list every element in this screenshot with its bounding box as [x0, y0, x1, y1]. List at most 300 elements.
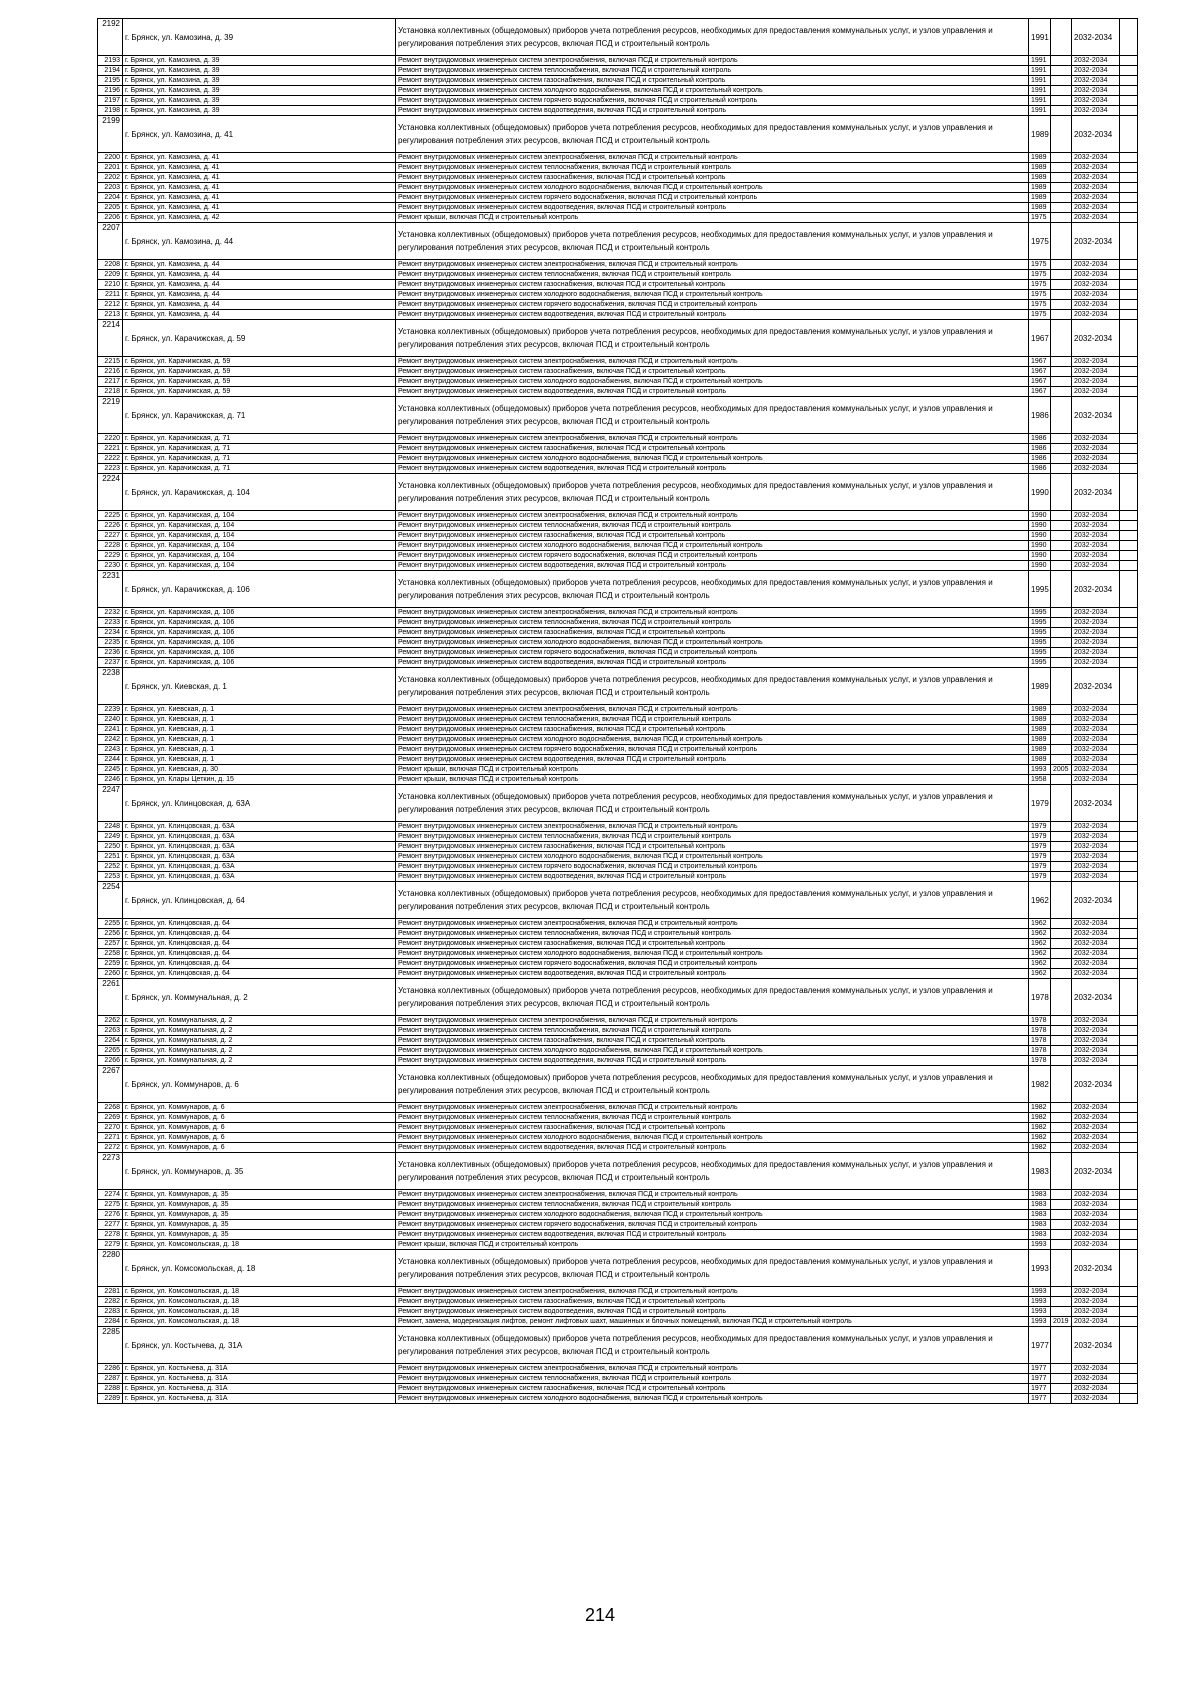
planned-period-cell: 2032-2034 [1072, 153, 1120, 163]
year-built-cell: 1967 [1029, 387, 1051, 397]
table-row [98, 1220, 1138, 1230]
address-cell: г. Брянск, ул. Карачижская, д. 59 [123, 387, 396, 397]
spare-cell [1120, 1016, 1138, 1026]
spare-cell [1120, 571, 1138, 608]
planned-period-cell: 2032-2034 [1072, 745, 1120, 755]
spare-cell [1120, 919, 1138, 929]
work-type-cell: Ремонт внутридомовых инженерных систем водоотведения, включая ПСД и строительный контроль [396, 658, 1029, 668]
year-built-cell: 1979 [1029, 872, 1051, 882]
address-cell: г. Брянск, ул. Карачижская, д. 71 [123, 434, 396, 444]
table-row [98, 434, 1138, 444]
last-repair-year-cell: 2019 [1051, 1317, 1072, 1327]
year-built-cell: 1975 [1029, 310, 1051, 320]
last-repair-year-cell [1051, 280, 1072, 290]
work-type-cell: Ремонт внутридомовых инженерных систем горячего водоснабжения, включая ПСД и строительный контроль [396, 745, 1029, 755]
planned-period-cell: 2032-2034 [1072, 1133, 1120, 1143]
spare-cell [1120, 882, 1138, 919]
work-type-cell: Ремонт внутридомовых инженерных систем теплоснабжения, включая ПСД и строительный контроль [396, 521, 1029, 531]
last-repair-year-cell [1051, 434, 1072, 444]
work-type-cell: Ремонт внутридомовых инженерных систем газоснабжения, включая ПСД и строительный контроль [396, 444, 1029, 454]
year-built-cell: 1990 [1029, 511, 1051, 521]
year-built-cell: 1995 [1029, 658, 1051, 668]
year-built-cell: 1962 [1029, 929, 1051, 939]
work-type-cell: Установка коллективных (общедомовых) приборов учета потребления ресурсов, необходимых для предоставления коммунальных услуг, и узлов управления и регулирования потребления этих ресурсов, включая ПСД и строительный контроль [396, 320, 1029, 357]
planned-period-cell: 2032-2034 [1072, 775, 1120, 785]
spare-cell [1120, 1240, 1138, 1250]
work-type-cell: Ремонт крыши, включая ПСД и строительный контроль [396, 213, 1029, 223]
table-row [98, 300, 1138, 310]
last-repair-year-cell [1051, 1046, 1072, 1056]
table-row [98, 290, 1138, 300]
year-built-cell: 1983 [1029, 1210, 1051, 1220]
last-repair-year-cell [1051, 628, 1072, 638]
year-built-cell: 1995 [1029, 638, 1051, 648]
table-row [98, 872, 1138, 882]
last-repair-year-cell [1051, 822, 1072, 832]
row-number: 2221 [98, 444, 123, 454]
year-built-cell: 1982 [1029, 1113, 1051, 1123]
row-number: 2210 [98, 280, 123, 290]
last-repair-year-cell [1051, 618, 1072, 628]
row-number: 2202 [98, 173, 123, 183]
row-number: 2289 [98, 1394, 123, 1404]
work-type-cell: Ремонт внутридомовых инженерных систем водоотведения, включая ПСД и строительный контроль [396, 1307, 1029, 1317]
work-type-cell: Ремонт внутридомовых инженерных систем холодного водоснабжения, включая ПСД и строительный контроль [396, 852, 1029, 862]
address-cell: г. Брянск, ул. Камозина, д. 44 [123, 290, 396, 300]
table-row [98, 551, 1138, 561]
table-row [98, 1200, 1138, 1210]
row-number: 2215 [98, 357, 123, 367]
year-built-cell: 1991 [1029, 56, 1051, 66]
planned-period-cell: 2032-2034 [1072, 1143, 1120, 1153]
address-cell: г. Брянск, ул. Клинцовская, д. 63А [123, 842, 396, 852]
table-row [98, 735, 1138, 745]
work-type-cell: Ремонт внутридомовых инженерных систем электроснабжения, включая ПСД и строительный контроль [396, 1016, 1029, 1026]
planned-period-cell: 2032-2034 [1072, 1056, 1120, 1066]
address-cell: г. Брянск, ул. Карачижская, д. 106 [123, 608, 396, 618]
spare-cell [1120, 163, 1138, 173]
last-repair-year-cell [1051, 1394, 1072, 1404]
address-cell: г. Брянск, ул. Камозина, д. 44 [123, 310, 396, 320]
table-row [98, 1240, 1138, 1250]
spare-cell [1120, 320, 1138, 357]
work-type-cell: Ремонт, замена, модернизация лифтов, ремонт лифтовых шахт, машинных и блочных помещений, включая ПСД и строительный контроль [396, 1317, 1029, 1327]
work-type-cell: Ремонт внутридомовых инженерных систем теплоснабжения, включая ПСД и строительный контроль [396, 618, 1029, 628]
last-repair-year-cell [1051, 1123, 1072, 1133]
planned-period-cell: 2032-2034 [1072, 735, 1120, 745]
year-built-cell: 1989 [1029, 735, 1051, 745]
spare-cell [1120, 705, 1138, 715]
last-repair-year-cell [1051, 310, 1072, 320]
last-repair-year-cell [1051, 474, 1072, 511]
planned-period-cell: 2032-2034 [1072, 474, 1120, 511]
year-built-cell: 1967 [1029, 377, 1051, 387]
planned-period-cell: 2032-2034 [1072, 541, 1120, 551]
table-row [98, 1394, 1138, 1404]
work-type-cell: Ремонт внутридомовых инженерных систем холодного водоснабжения, включая ПСД и строительный контроль [396, 290, 1029, 300]
work-type-cell: Ремонт внутридомовых инженерных систем электроснабжения, включая ПСД и строительный контроль [396, 608, 1029, 618]
row-number: 2265 [98, 1046, 123, 1056]
spare-cell [1120, 1327, 1138, 1364]
year-built-cell: 1977 [1029, 1394, 1051, 1404]
planned-period-cell: 2032-2034 [1072, 357, 1120, 367]
address-cell: г. Брянск, ул. Коммунаров, д. 6 [123, 1133, 396, 1143]
address-cell: г. Брянск, ул. Комсомольская, д. 18 [123, 1297, 396, 1307]
address-cell: г. Брянск, ул. Клинцовская, д. 64 [123, 919, 396, 929]
work-type-cell: Ремонт внутридомовых инженерных систем газоснабжения, включая ПСД и строительный контроль [396, 939, 1029, 949]
address-cell: г. Брянск, ул. Комсомольская, д. 18 [123, 1307, 396, 1317]
last-repair-year-cell [1051, 1220, 1072, 1230]
address-cell: г. Брянск, ул. Карачижская, д. 59 [123, 367, 396, 377]
work-type-cell: Ремонт внутридомовых инженерных систем теплоснабжения, включая ПСД и строительный контроль [396, 163, 1029, 173]
spare-cell [1120, 785, 1138, 822]
spare-cell [1120, 106, 1138, 116]
last-repair-year-cell [1051, 725, 1072, 735]
row-number: 2217 [98, 377, 123, 387]
planned-period-cell: 2032-2034 [1072, 755, 1120, 765]
year-built-cell: 1995 [1029, 648, 1051, 658]
last-repair-year-cell [1051, 56, 1072, 66]
address-cell: г. Брянск, ул. Коммунаров, д. 35 [123, 1230, 396, 1240]
year-built-cell: 1986 [1029, 454, 1051, 464]
table-row [98, 56, 1138, 66]
spare-cell [1120, 1210, 1138, 1220]
address-cell: г. Брянск, ул. Коммунаров, д. 6 [123, 1113, 396, 1123]
last-repair-year-cell [1051, 1143, 1072, 1153]
row-number: 2243 [98, 745, 123, 755]
year-built-cell: 1995 [1029, 618, 1051, 628]
last-repair-year-cell [1051, 1200, 1072, 1210]
planned-period-cell: 2032-2034 [1072, 852, 1120, 862]
last-repair-year-cell [1051, 949, 1072, 959]
planned-period-cell: 2032-2034 [1072, 367, 1120, 377]
year-built-cell: 1967 [1029, 320, 1051, 357]
last-repair-year-cell [1051, 1153, 1072, 1190]
spare-cell [1120, 76, 1138, 86]
table-row [98, 1230, 1138, 1240]
year-built-cell: 1978 [1029, 1026, 1051, 1036]
planned-period-cell: 2032-2034 [1072, 1026, 1120, 1036]
planned-period-cell: 2032-2034 [1072, 551, 1120, 561]
work-type-cell: Ремонт внутридомовых инженерных систем электроснабжения, включая ПСД и строительный контроль [396, 153, 1029, 163]
planned-period-cell: 2032-2034 [1072, 397, 1120, 434]
row-number: 2198 [98, 106, 123, 116]
work-type-cell: Ремонт внутридомовых инженерных систем холодного водоснабжения, включая ПСД и строительный контроль [396, 1133, 1029, 1143]
planned-period-cell: 2032-2034 [1072, 959, 1120, 969]
address-cell: г. Брянск, ул. Киевская, д. 1 [123, 725, 396, 735]
row-number: 2279 [98, 1240, 123, 1250]
planned-period-cell: 2032-2034 [1072, 183, 1120, 193]
address-cell: г. Брянск, ул. Камозина, д. 41 [123, 203, 396, 213]
work-type-cell: Ремонт внутридомовых инженерных систем газоснабжения, включая ПСД и строительный контроль [396, 367, 1029, 377]
table-row [98, 658, 1138, 668]
address-cell: г. Брянск, ул. Карачижская, д. 106 [123, 618, 396, 628]
planned-period-cell: 2032-2034 [1072, 1327, 1120, 1364]
planned-period-cell: 2032-2034 [1072, 377, 1120, 387]
planned-period-cell: 2032-2034 [1072, 608, 1120, 618]
work-type-cell: Установка коллективных (общедомовых) приборов учета потребления ресурсов, необходимых для предоставления коммунальных услуг, и узлов управления и регулирования потребления этих ресурсов, включая ПСД и строительный контроль [396, 116, 1029, 153]
row-number: 2207 [98, 223, 123, 260]
table-row [98, 193, 1138, 203]
spare-cell [1120, 561, 1138, 571]
row-number: 2237 [98, 658, 123, 668]
table-row [98, 1374, 1138, 1384]
last-repair-year-cell [1051, 223, 1072, 260]
planned-period-cell: 2032-2034 [1072, 320, 1120, 357]
planned-period-cell: 2032-2034 [1072, 1200, 1120, 1210]
row-number: 2233 [98, 618, 123, 628]
row-number: 2222 [98, 454, 123, 464]
year-built-cell: 1993 [1029, 1287, 1051, 1297]
work-type-cell: Ремонт внутридомовых инженерных систем теплоснабжения, включая ПСД и строительный контроль [396, 1200, 1029, 1210]
spare-cell [1120, 153, 1138, 163]
address-cell: г. Брянск, ул. Камозина, д. 44 [123, 223, 396, 260]
year-built-cell: 1958 [1029, 775, 1051, 785]
planned-period-cell: 2032-2034 [1072, 1016, 1120, 1026]
last-repair-year-cell [1051, 735, 1072, 745]
last-repair-year-cell [1051, 531, 1072, 541]
year-built-cell: 1982 [1029, 1066, 1051, 1103]
last-repair-year-cell [1051, 183, 1072, 193]
planned-period-cell: 2032-2034 [1072, 1250, 1120, 1287]
work-type-cell: Ремонт внутридомовых инженерных систем электроснабжения, включая ПСД и строительный контроль [396, 511, 1029, 521]
table-row [98, 1317, 1138, 1327]
planned-period-cell: 2032-2034 [1072, 223, 1120, 260]
table-row [98, 106, 1138, 116]
spare-cell [1120, 444, 1138, 454]
year-built-cell: 1995 [1029, 571, 1051, 608]
work-type-cell: Ремонт внутридомовых инженерных систем электроснабжения, включая ПСД и строительный контроль [396, 434, 1029, 444]
last-repair-year-cell [1051, 454, 1072, 464]
year-built-cell: 1989 [1029, 725, 1051, 735]
work-type-cell: Ремонт внутридомовых инженерных систем газоснабжения, включая ПСД и строительный контроль [396, 173, 1029, 183]
spare-cell [1120, 290, 1138, 300]
last-repair-year-cell [1051, 1036, 1072, 1046]
year-built-cell: 1962 [1029, 969, 1051, 979]
last-repair-year-cell [1051, 668, 1072, 705]
table-row [98, 270, 1138, 280]
spare-cell [1120, 1190, 1138, 1200]
year-built-cell: 1975 [1029, 213, 1051, 223]
planned-period-cell: 2032-2034 [1072, 862, 1120, 872]
table-row [98, 1190, 1138, 1200]
row-number: 2270 [98, 1123, 123, 1133]
table-row [98, 755, 1138, 765]
year-built-cell: 1990 [1029, 521, 1051, 531]
work-type-cell: Ремонт внутридомовых инженерных систем теплоснабжения, включая ПСД и строительный контроль [396, 832, 1029, 842]
last-repair-year-cell [1051, 862, 1072, 872]
year-built-cell: 1991 [1029, 96, 1051, 106]
address-cell: г. Брянск, ул. Клинцовская, д. 64 [123, 949, 396, 959]
table-row [98, 882, 1138, 919]
last-repair-year-cell [1051, 521, 1072, 531]
year-built-cell: 1975 [1029, 280, 1051, 290]
row-number: 2264 [98, 1036, 123, 1046]
last-repair-year-cell [1051, 193, 1072, 203]
table-row [98, 1153, 1138, 1190]
row-number: 2284 [98, 1317, 123, 1327]
address-cell: г. Брянск, ул. Камозина, д. 41 [123, 193, 396, 203]
table-row [98, 96, 1138, 106]
row-number: 2203 [98, 183, 123, 193]
last-repair-year-cell [1051, 1066, 1072, 1103]
spare-cell [1120, 1297, 1138, 1307]
table-row [98, 280, 1138, 290]
spare-cell [1120, 310, 1138, 320]
spare-cell [1120, 1066, 1138, 1103]
spare-cell [1120, 86, 1138, 96]
row-number: 2197 [98, 96, 123, 106]
address-cell: г. Брянск, ул. Карачижская, д. 71 [123, 397, 396, 434]
spare-cell [1120, 618, 1138, 628]
last-repair-year-cell [1051, 1297, 1072, 1307]
address-cell: г. Брянск, ул. Карачижская, д. 106 [123, 628, 396, 638]
spare-cell [1120, 541, 1138, 551]
spare-cell [1120, 842, 1138, 852]
planned-period-cell: 2032-2034 [1072, 444, 1120, 454]
planned-period-cell: 2032-2034 [1072, 290, 1120, 300]
spare-cell [1120, 173, 1138, 183]
row-number: 2288 [98, 1384, 123, 1394]
address-cell: г. Брянск, ул. Киевская, д. 1 [123, 745, 396, 755]
work-type-cell: Установка коллективных (общедомовых) приборов учета потребления ресурсов, необходимых для предоставления коммунальных услуг, и узлов управления и регулирования потребления этих ресурсов, включая ПСД и строительный контроль [396, 571, 1029, 608]
address-cell: г. Брянск, ул. Клинцовская, д. 63А [123, 785, 396, 822]
year-built-cell: 1967 [1029, 357, 1051, 367]
spare-cell [1120, 183, 1138, 193]
year-built-cell: 1990 [1029, 531, 1051, 541]
work-type-cell: Ремонт внутридомовых инженерных систем водоотведения, включая ПСД и строительный контроль [396, 755, 1029, 765]
last-repair-year-cell [1051, 608, 1072, 618]
year-built-cell: 1991 [1029, 19, 1051, 56]
planned-period-cell: 2032-2034 [1072, 1394, 1120, 1404]
table-row [98, 1307, 1138, 1317]
address-cell: г. Брянск, ул. Коммунаров, д. 35 [123, 1210, 396, 1220]
row-number: 2239 [98, 705, 123, 715]
spare-cell [1120, 852, 1138, 862]
spare-cell [1120, 464, 1138, 474]
row-number: 2281 [98, 1287, 123, 1297]
address-cell: г. Брянск, ул. Киевская, д. 1 [123, 715, 396, 725]
planned-period-cell: 2032-2034 [1072, 1240, 1120, 1250]
year-built-cell: 1979 [1029, 862, 1051, 872]
planned-period-cell: 2032-2034 [1072, 173, 1120, 183]
year-built-cell: 1977 [1029, 1327, 1051, 1364]
address-cell: г. Брянск, ул. Карачижская, д. 59 [123, 377, 396, 387]
last-repair-year-cell [1051, 1210, 1072, 1220]
work-type-cell: Ремонт внутридомовых инженерных систем холодного водоснабжения, включая ПСД и строительный контроль [396, 541, 1029, 551]
table-row [98, 1066, 1138, 1103]
planned-period-cell: 2032-2034 [1072, 66, 1120, 76]
row-number: 2286 [98, 1364, 123, 1374]
row-number: 2231 [98, 571, 123, 608]
planned-period-cell: 2032-2034 [1072, 310, 1120, 320]
spare-cell [1120, 1103, 1138, 1113]
year-built-cell: 1989 [1029, 745, 1051, 755]
address-cell: г. Брянск, ул. Коммунальная, д. 2 [123, 1016, 396, 1026]
spare-cell [1120, 116, 1138, 153]
work-type-cell: Ремонт внутридомовых инженерных систем газоснабжения, включая ПСД и строительный контроль [396, 1297, 1029, 1307]
table-row [98, 715, 1138, 725]
address-cell: г. Брянск, ул. Костычева, д. 31А [123, 1384, 396, 1394]
last-repair-year-cell [1051, 1374, 1072, 1384]
planned-period-cell: 2032-2034 [1072, 511, 1120, 521]
table-row [98, 397, 1138, 434]
row-number: 2245 [98, 765, 123, 775]
last-repair-year-cell [1051, 1307, 1072, 1317]
spare-cell [1120, 969, 1138, 979]
last-repair-year-cell [1051, 464, 1072, 474]
row-number: 2287 [98, 1374, 123, 1384]
table-row [98, 387, 1138, 397]
planned-period-cell: 2032-2034 [1072, 1046, 1120, 1056]
table-row [98, 1210, 1138, 1220]
row-number: 2269 [98, 1113, 123, 1123]
address-cell: г. Брянск, ул. Коммунальная, д. 2 [123, 1046, 396, 1056]
year-built-cell: 1983 [1029, 1230, 1051, 1240]
table-row [98, 785, 1138, 822]
table-row [98, 571, 1138, 608]
year-built-cell: 1989 [1029, 116, 1051, 153]
table-row [98, 775, 1138, 785]
planned-period-cell: 2032-2034 [1072, 1374, 1120, 1384]
row-number: 2236 [98, 648, 123, 658]
address-cell: г. Брянск, ул. Коммунаров, д. 6 [123, 1103, 396, 1113]
year-built-cell: 1990 [1029, 561, 1051, 571]
table-row [98, 628, 1138, 638]
table-row [98, 377, 1138, 387]
spare-cell [1120, 832, 1138, 842]
address-cell: г. Брянск, ул. Камозина, д. 41 [123, 153, 396, 163]
row-number: 2258 [98, 949, 123, 959]
planned-period-cell: 2032-2034 [1072, 1384, 1120, 1394]
spare-cell [1120, 203, 1138, 213]
row-number: 2285 [98, 1327, 123, 1364]
work-type-cell: Ремонт внутридомовых инженерных систем горячего водоснабжения, включая ПСД и строительный контроль [396, 648, 1029, 658]
address-cell: г. Брянск, ул. Камозина, д. 39 [123, 56, 396, 66]
last-repair-year-cell [1051, 1056, 1072, 1066]
last-repair-year-cell [1051, 1230, 1072, 1240]
planned-period-cell: 2032-2034 [1072, 979, 1120, 1016]
row-number: 2211 [98, 290, 123, 300]
row-number: 2280 [98, 1250, 123, 1287]
year-built-cell: 1982 [1029, 1143, 1051, 1153]
address-cell: г. Брянск, ул. Коммунаров, д. 35 [123, 1190, 396, 1200]
spare-cell [1120, 300, 1138, 310]
last-repair-year-cell [1051, 367, 1072, 377]
planned-period-cell: 2032-2034 [1072, 1036, 1120, 1046]
work-type-cell: Установка коллективных (общедомовых) приборов учета потребления ресурсов, необходимых для предоставления коммунальных услуг, и узлов управления и регулирования потребления этих ресурсов, включая ПСД и строительный контроль [396, 1066, 1029, 1103]
year-built-cell: 1986 [1029, 397, 1051, 434]
work-type-cell: Установка коллективных (общедомовых) приборов учета потребления ресурсов, необходимых для предоставления коммунальных услуг, и узлов управления и регулирования потребления этих ресурсов, включая ПСД и строительный контроль [396, 474, 1029, 511]
table-row [98, 969, 1138, 979]
work-type-cell: Ремонт внутридомовых инженерных систем газоснабжения, включая ПСД и строительный контроль [396, 725, 1029, 735]
spare-cell [1120, 357, 1138, 367]
year-built-cell: 1979 [1029, 842, 1051, 852]
table-row [98, 531, 1138, 541]
year-built-cell: 1989 [1029, 193, 1051, 203]
table-row [98, 1103, 1138, 1113]
last-repair-year-cell [1051, 153, 1072, 163]
row-number: 2225 [98, 511, 123, 521]
row-number: 2244 [98, 755, 123, 765]
planned-period-cell: 2032-2034 [1072, 56, 1120, 66]
work-type-cell: Ремонт внутридомовых инженерных систем водоотведения, включая ПСД и строительный контроль [396, 203, 1029, 213]
planned-period-cell: 2032-2034 [1072, 300, 1120, 310]
address-cell: г. Брянск, ул. Камозина, д. 39 [123, 106, 396, 116]
planned-period-cell: 2032-2034 [1072, 1190, 1120, 1200]
spare-cell [1120, 387, 1138, 397]
row-number: 2193 [98, 56, 123, 66]
